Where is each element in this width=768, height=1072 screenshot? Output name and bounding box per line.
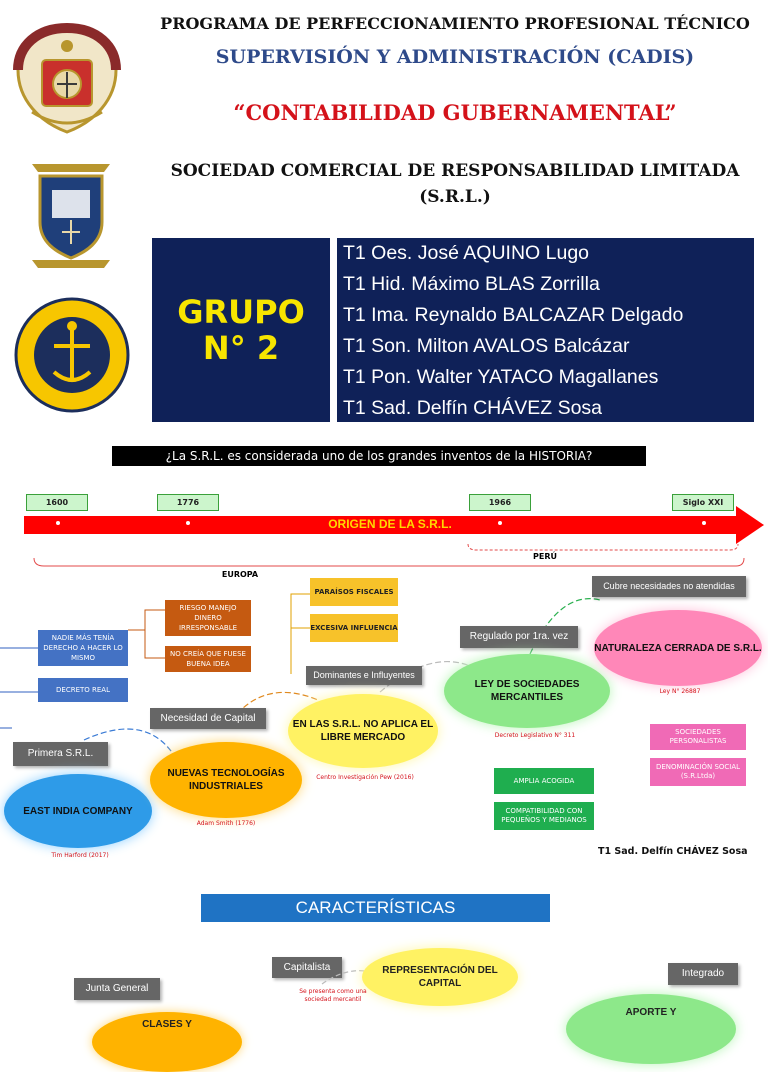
topic-title [150, 158, 760, 210]
caracteristicas-title: CARACTERÍSTICAS [201, 894, 550, 922]
member-5: T1 Pon. Walter YATACO Magallanes [343, 366, 659, 388]
regulado-label: Regulado por 1ra. vez [460, 626, 578, 648]
group-line-2: N° 2 [202, 329, 280, 367]
east-india-ellipse: EAST INDIA COMPANY [4, 774, 152, 848]
cubre-necesidades-label: Cubre necesidades no atendidas [592, 576, 746, 597]
nadie-mas-box: NADIE MÁS TENÍA DERECHO A HACER LO MISMO [38, 630, 128, 666]
cite-decreto: Decreto Legislativo N° 311 [494, 732, 576, 739]
excesiva-influencia-box: EXCESIVA INFLUENCIA [310, 614, 398, 642]
sociedades-personalistas-box: SOCIEDADES PERSONALISTAS [650, 724, 746, 750]
cite-pew: Centro Investigación Pew (2016) [316, 774, 414, 781]
group-line-1: GRUPO [177, 293, 305, 331]
libre-mercado-ellipse: EN LAS S.R.L. NO APLICA EL LIBRE MERCADO [288, 694, 438, 768]
member-3: T1 Ima. Reynaldo BALCAZAR Delgado [343, 304, 684, 326]
ley-sociedades-ellipse: LEY DE SOCIEDADES MERCANTILES [444, 654, 610, 728]
rep-note: Se presenta como una sociedad mercantil [299, 988, 367, 1003]
year-1966: 1966 [469, 494, 531, 511]
group-members-box [337, 238, 754, 422]
member-6: T1 Sad. Delfín CHÁVEZ Sosa [343, 397, 603, 419]
europa-label: EUROPA [221, 570, 259, 579]
cite-harford: Tim Harford (2017) [51, 852, 109, 859]
supervision-title: SUPERVISIÓN Y ADMINISTRACIÓN (CADIS) [215, 46, 695, 68]
necesidad-capital-label: Necesidad de Capital [150, 708, 266, 729]
nuevas-tecnologias-ellipse: NUEVAS TECNOLOGÍAS INDUSTRIALES [150, 742, 302, 818]
member-2: T1 Hid. Máximo BLAS Zorrilla [343, 273, 600, 295]
aporte-ellipse: APORTE Y [566, 994, 736, 1064]
timeline-arrow-label: ORIGEN DE LA S.R.L. [328, 517, 452, 531]
riesgo-box: RIESGO MANEJO DINERO IRRESPONSABLE [165, 600, 251, 636]
escuela-shield-logo [26, 156, 116, 274]
topic-line-1: SOCIEDAD COMERCIAL DE RESPONSABILIDAD LIMITADA [170, 161, 740, 181]
group-label-box [152, 238, 330, 422]
no-creia-box: NO CREÍA QUE FUESE BUENA IDEA [165, 646, 251, 672]
navy-crest-logo [12, 22, 122, 140]
paraisos-fiscales-box: PARAÍSOS FISCALES [310, 578, 398, 606]
year-1776: 1776 [157, 494, 219, 511]
cite-smith: Adam Smith (1776) [196, 820, 256, 827]
cite-ley: Ley N° 26887 [659, 688, 701, 695]
denominacion-social-box: DENOMINACIÓN SOCIAL (S.R.Ltda) [650, 758, 746, 786]
capitalista-label: Capitalista [272, 957, 342, 978]
course-title: “CONTABILIDAD GUBERNAMENTAL” [233, 100, 677, 125]
integrado-label: Integrado [668, 963, 738, 985]
year-1600: 1600 [26, 494, 88, 511]
junta-general-label: Junta General [74, 978, 160, 1000]
supervision-seal-logo [12, 296, 132, 414]
decreto-real-box: DECRETO REAL [38, 678, 128, 702]
program-title: PROGRAMA DE PERFECCIONAMIENTO PROFESIONAL TÉCNICO [160, 14, 750, 33]
member-1: T1 Oes. José AQUINO Lugo [343, 242, 590, 264]
representacion-ellipse: REPRESENTACIÓN DEL CAPITAL [362, 948, 518, 1006]
naturaleza-ellipse: NATURALEZA CERRADA DE S.R.L. [594, 610, 762, 686]
year-siglo-xxi: Siglo XXI [672, 494, 734, 511]
primera-srl-label: Primera S.R.L. [13, 742, 108, 766]
amplia-acogida-box: AMPLIA ACOGIDA [494, 768, 594, 794]
dominantes-label: Dominantes e Influyentes [306, 666, 422, 685]
topic-line-2: (S.R.L.) [419, 187, 491, 207]
clases-ellipse: CLASES Y [92, 1012, 242, 1072]
peru-label: PERÚ [533, 552, 557, 561]
signer-name: T1 Sad. Delfín CHÁVEZ Sosa [598, 846, 748, 857]
question-banner: ¿La S.R.L. es considerada uno de los grandes inventos de la HISTORIA? [112, 446, 646, 466]
compatibilidad-box: COMPATIBILIDAD CON PEQUEÑOS Y MEDIANOS [494, 802, 594, 830]
member-4: T1 Son. Milton AVALOS Balcázar [343, 335, 630, 357]
period-brackets [30, 540, 750, 570]
